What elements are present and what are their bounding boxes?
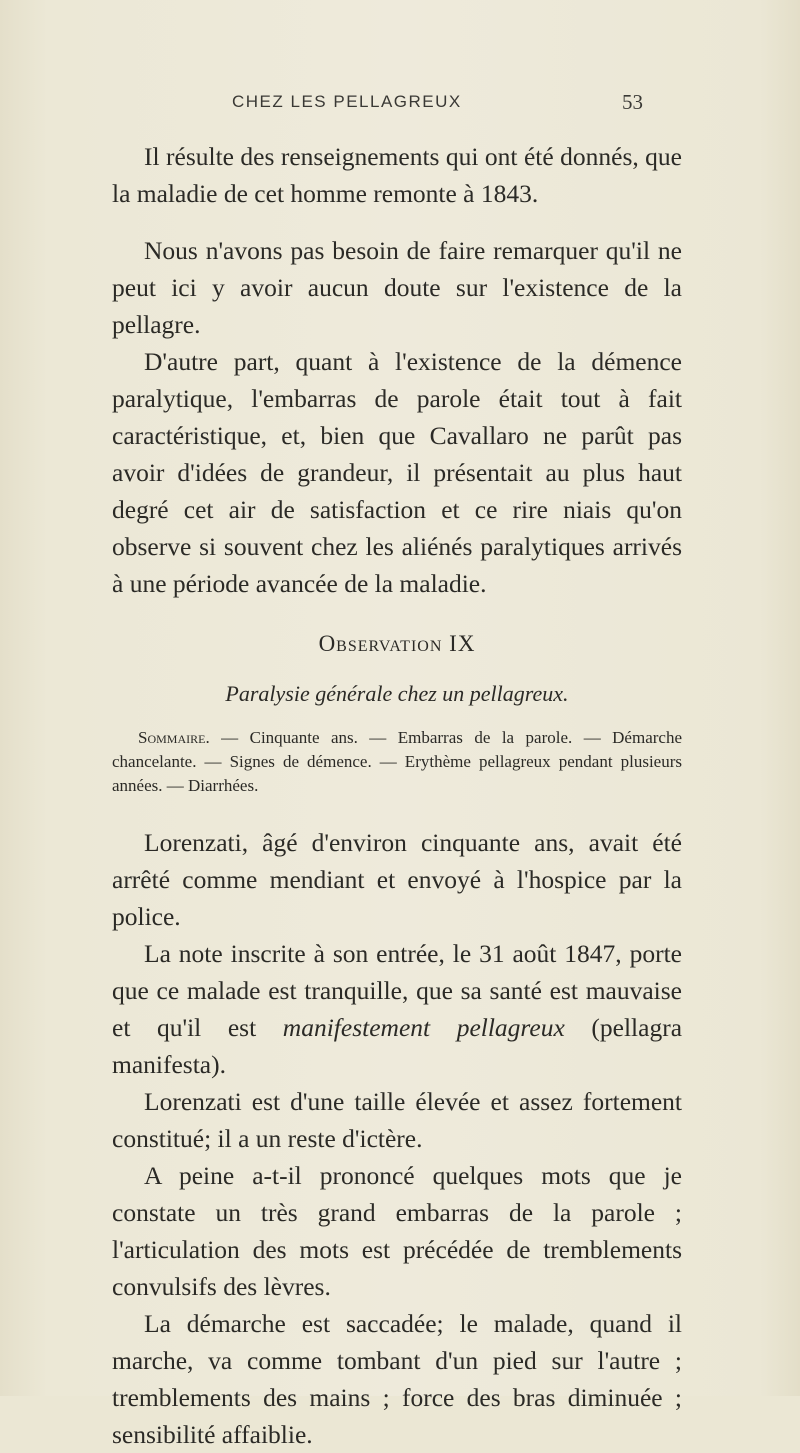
paragraph-7: A peine a-t-il prononcé quelques mots que je constate un très grand embarras de la parole ; l'articulation des mots est précédée de tremblements convulsifs des lèvres. xyxy=(112,1161,682,1301)
paragraph-5 xyxy=(112,935,682,1083)
paragraph-8: La démarche est saccadée; le malade, quand il marche, va comme tombant d'un pied sur l'autre ; tremblements des mains ; force des bras diminuée ; sensibilité affaiblie. xyxy=(112,1309,682,1449)
paragraph-1: Il résulte des renseignements qui ont été donnés, que la maladie de cet homme remonte à 1843. xyxy=(112,142,682,208)
running-title: CHEZ LES PELLAGREUX xyxy=(232,92,462,111)
page-header xyxy=(0,92,800,122)
paragraph-3: D'autre part, quant à l'existence de la démence paralytique, l'embarras de parole était tout à fait caractéristique, et, bien que Cavallaro ne parût pas avoir d'idées de grandeur, il présentait au plus haut degré cet air de satisfaction et ce rire niais qu'on observe si souvent chez les aliénés paralytiques arrivés à une période avancée de la maladie. xyxy=(112,347,682,598)
observation-heading-label: Observation xyxy=(318,631,443,656)
paragraph-5-end: (pellagra manifesta). xyxy=(112,1013,683,1079)
observation-heading-number: IX xyxy=(449,631,476,656)
sommaire-label: Sommaire. xyxy=(138,728,210,747)
sommaire-text: — Cinquante ans. — Embarras de la parole. — Démarche chancelante. — Signes de démence. — Erythème pellagreux pendant plusieurs années. — Diarrhées. xyxy=(112,728,682,795)
paragraph-5-italic: manifestement pellagreux xyxy=(282,1013,565,1042)
paragraph-6: Lorenzati est d'une taille élevée et assez fortement constitué; il a un reste d'ictère. xyxy=(112,1087,682,1153)
sommaire xyxy=(112,726,682,798)
observation-subtitle: Paralysie générale chez un pellagreux. xyxy=(225,681,569,706)
paragraph-2: Nous n'avons pas besoin de faire remarquer qu'il ne peut ici y avoir aucun doute sur l'existence de la pellagre. xyxy=(112,236,682,339)
observation-heading xyxy=(112,624,682,664)
paragraph-5-start: La note inscrite à son entrée, le 31 août 1847, porte que ce malade est tranquille, que sa santé est mauvaise et qu'il est xyxy=(112,939,682,1042)
body-text xyxy=(112,138,682,1453)
paragraph-4: Lorenzati, âgé d'environ cinquante ans, avait été arrêté comme mendiant et envoyé à l'hospice par la police. xyxy=(112,828,682,931)
page-number: 53 xyxy=(622,90,643,114)
